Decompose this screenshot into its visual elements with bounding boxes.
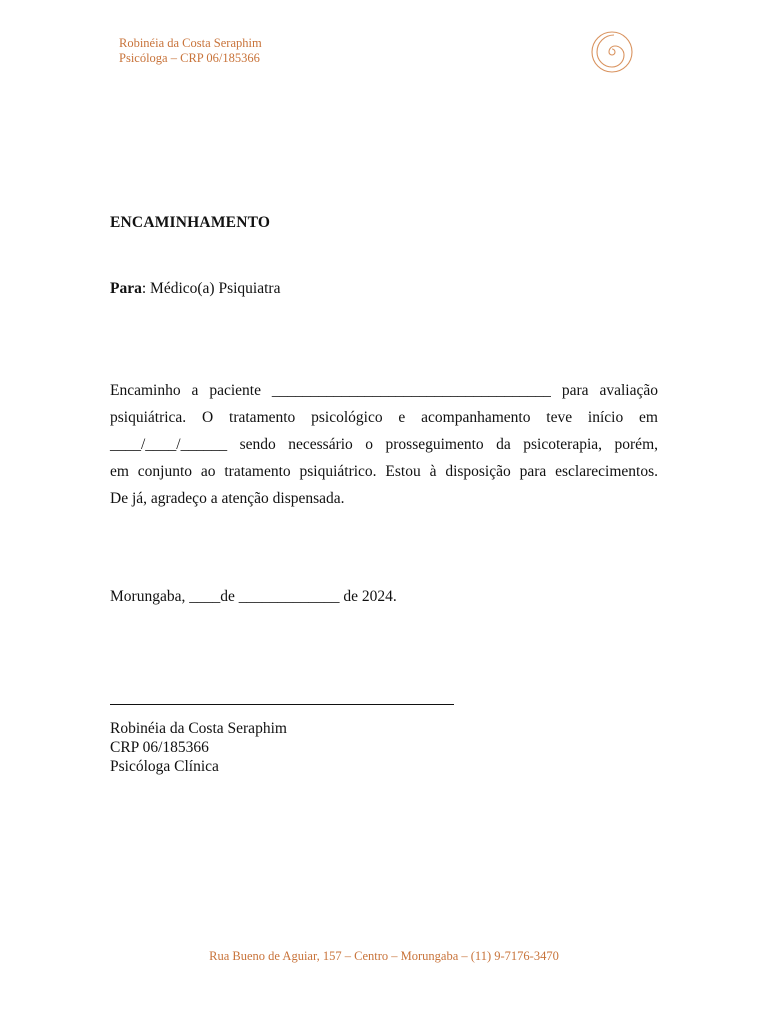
signature-crp: CRP 06/185366 (110, 739, 209, 756)
spiral-logo-icon (590, 30, 634, 74)
body-line: psiquiátrica. O tratamento psicológico e acompanhamento teve início em (110, 409, 658, 426)
body-line: ____/____/______ sendo necessário o prosseguimento da psicoterapia, porém, (110, 436, 658, 453)
signature-name: Robinéia da Costa Seraphim (110, 720, 287, 737)
recipient-value: : Médico(a) Psiquiatra (141, 280, 281, 297)
recipient-label: Para (110, 280, 142, 297)
signature-line (110, 704, 454, 705)
body-line: em conjunto ao tratamento psiquiátrico. Estou à disposição para esclarecimentos. (110, 463, 658, 480)
referral-body (110, 377, 658, 512)
body-line: Encaminho a paciente ____________________________________ para avaliação (110, 382, 658, 399)
body-line: De já, agradeço a atenção dispensada. (110, 490, 345, 507)
letterhead-name: Robinéia da Costa Seraphim (119, 36, 262, 50)
letterhead-subtitle: Psicóloga – CRP 06/185366 (119, 50, 260, 65)
recipient-line (110, 280, 280, 298)
letterhead (119, 36, 262, 65)
document-title: ENCAMINHAMENTO (110, 214, 271, 231)
footer-address: Rua Bueno de Aguiar, 157 – Centro – Morungaba – (11) 9-7176-3470 (209, 949, 559, 963)
date-line: Morungaba, ____de _____________ de 2024. (110, 588, 397, 605)
signature-block (110, 719, 287, 776)
signature-role: Psicóloga Clínica (110, 758, 219, 775)
